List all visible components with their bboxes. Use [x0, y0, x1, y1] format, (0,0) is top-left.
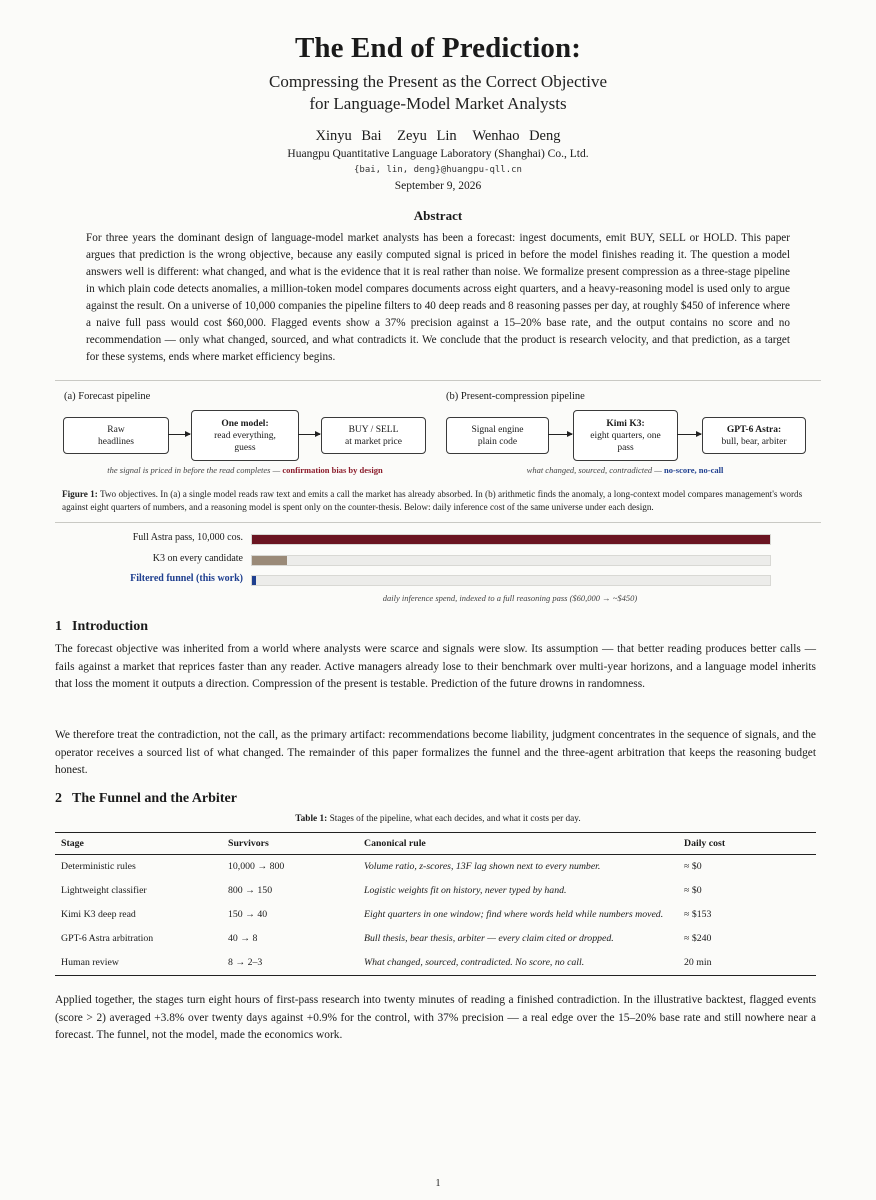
bar-label: K3 on every candidate: [152, 553, 243, 564]
table-row: [55, 903, 816, 927]
box-line: guess: [234, 442, 256, 453]
affiliation: Huangpu Quantitative Language Laboratory (Shanghai) Co., Ltd.: [287, 148, 589, 160]
panel-a-note: [60, 465, 430, 475]
section-heading: [55, 791, 237, 807]
divider: [55, 522, 821, 523]
caption-label: Table 1:: [295, 814, 328, 824]
divider: [55, 380, 821, 381]
arrow-icon: [298, 434, 320, 435]
paragraph: We therefore treat the contradiction, not the call, as the primary artifact: recommendations become liability, judgment concentrates in the sequence of signals, and the operator receives a sourced list of what changed. The remainder of this paper formalizes the funnel and the three-agent arbitration that keeps the reasoning budget honest.: [55, 729, 816, 776]
section-title: Introduction: [72, 619, 148, 634]
arrow-icon: [677, 434, 701, 435]
abstract-text: For three years the dominant design of language-model market analysts has been a forecast: ingest documents, emit BUY, SELL or HOLD. This paper argues that prediction is the wrong objective, because any easily computed signal is priced in before the model finishes reading it. The question a model answers well is different: what changed, and what is the evidence that it is real rather than noise. We formalize present compression as a three-stage pipeline in which plain code detects anomalies, a million-token model compares documents across eight quarters, and a heavy-reasoning model is used only to argue against the result. On a universe of 10,000 companies the pipeline filters to 40 deep reads and 8 reasoning passes per day, at roughly $450 of inference where a naive full pass would cost $60,000. Flagged events show a 37% precision against a 15–20% base rate, and the output contains no score and no recommendation — only what changed, sourced, and what contradicts it. We conclude that the product is research velocity, and that prediction, as a target for these systems, ends where market efficiency begins.: [86, 232, 790, 363]
pipeline-table: [55, 832, 816, 976]
section-number: 2: [55, 791, 62, 806]
table-row: [55, 855, 816, 880]
box-line: eight quarters, one: [590, 430, 661, 441]
paper-title: The End of Prediction:: [294, 32, 582, 64]
caption-text: Stages of the pipeline, what each decides, and what it costs per day.: [327, 814, 581, 824]
paper-date: September 9, 2026: [394, 180, 482, 192]
table-cell: ≈ $0: [684, 861, 702, 872]
bar-label-highlight: Filtered funnel (this work): [130, 573, 243, 584]
panel-a-box-one-model: [191, 410, 299, 461]
table-cell: Kimi K3 deep read: [61, 909, 136, 920]
table-cell: Eight quarters in one window; find where words held while numbers moved.: [364, 909, 664, 920]
author-list: [0, 128, 876, 145]
panel-b-box-signal-engine: [446, 417, 549, 454]
box-line: Kimi K3:: [606, 418, 645, 429]
note-highlight: no-score, no-call: [663, 465, 724, 475]
table-cell: Bull thesis, bear thesis, arbiter — every claim cited or dropped.: [364, 933, 614, 944]
note-highlight: confirmation bias by design: [282, 465, 383, 475]
section-number: 1: [55, 619, 62, 634]
author: Xinyu Bai: [315, 128, 382, 144]
abstract-heading: Abstract: [413, 208, 463, 223]
table-cell: GPT-6 Astra arbitration: [61, 933, 154, 944]
arrow-icon: [548, 434, 572, 435]
page-number: 1: [435, 1178, 441, 1189]
panel-b-box-gpt6-astra: [702, 417, 806, 454]
column-header: Survivors: [222, 833, 358, 855]
author: Wenhao Deng: [472, 128, 561, 144]
note-text: the signal is priced in before the read completes —: [107, 465, 283, 475]
note-text: what changed, sourced, contradicted —: [526, 465, 664, 475]
box-line: GPT-6 Astra:: [726, 424, 782, 435]
table-cell: 10,000 → 800: [228, 861, 285, 872]
table-cell: 40 → 8: [228, 933, 258, 944]
panel-b-label: (b) Present-compression pipeline: [446, 391, 585, 402]
table-cell: Volume ratio, z-scores, 13F lag shown next to every number.: [364, 861, 601, 872]
arrow-icon: [168, 434, 190, 435]
table-cell: 20 min: [678, 951, 816, 976]
table-cell: Lightweight classifier: [61, 885, 147, 896]
cost-bar: [252, 576, 256, 585]
table-cell: What changed, sourced, contradicted. No score, no call.: [358, 951, 678, 976]
column-header: Daily cost: [678, 833, 816, 855]
caption-label: Figure 1:: [62, 489, 98, 499]
paper-subtitle-line-1: Compressing the Present as the Correct Objective: [268, 72, 608, 91]
table-cell: Deterministic rules: [61, 861, 136, 872]
chart-x-label: daily inference spend, indexed to a full reasoning pass ($60,000 → ~$450): [382, 593, 638, 603]
table-row: [55, 951, 816, 976]
paragraph: Applied together, the stages turn eight hours of first-pass research into twenty minutes of reading a finished contradiction. In the illustrative backtest, flagged events (score > 2) averaged +3.8% over twenty days against +0.9% for the control, with 37% precision — a real edge over the 15–20% base rate and still nowhere near a forecast. The funnel, not the model, made the economics work.: [55, 994, 816, 1041]
paper-subtitle-line-2: for Language-Model Market Analysts: [309, 94, 567, 113]
caption-text: Two objectives. In (a) a single model reads raw text and emits a call the market has already absorbed. In (b) arithmetic finds the anomaly, a long-context model compares management's words against eight quarters of numbers, and a reasoning model is spent only on the counter-thesis. Below: daily inference cost of the same universe under each design.: [62, 489, 803, 512]
table-header-row: [55, 833, 816, 855]
table-cell: 800 → 150: [228, 885, 273, 896]
bar-track: [251, 555, 771, 566]
column-header: Stage: [55, 833, 222, 855]
box-line: at market price: [345, 436, 402, 447]
box-line: read everything,: [214, 430, 276, 441]
panel-a-box-raw-headlines: [63, 417, 169, 454]
section-heading: [55, 619, 148, 635]
table-row: [55, 927, 816, 951]
cost-bar: [252, 556, 287, 565]
figure-caption: [62, 488, 814, 514]
table-cell: Logistic weights fit on history, never typed by hand.: [364, 885, 567, 896]
box-line: bull, bear, arbiter: [721, 436, 787, 447]
box-line: headlines: [98, 436, 134, 447]
bar-label: Full Astra pass, 10,000 cos.: [132, 532, 243, 543]
author-email: {bai, lin, deng}@huangpu-qll.cn: [354, 165, 522, 175]
table-cell: ≈ $240: [684, 933, 712, 944]
table-cell: 150 → 40: [228, 909, 268, 920]
table-cell: 8 → 2–3: [222, 951, 358, 976]
section-title: The Funnel and the Arbiter: [72, 791, 237, 806]
box-line: Raw: [107, 424, 125, 435]
table-cell: ≈ $153: [684, 909, 712, 920]
panel-b-note: [444, 465, 806, 475]
box-line: BUY / SELL: [348, 424, 399, 435]
panel-a-box-buy-sell: [321, 417, 426, 454]
panel-a-label: (a) Forecast pipeline: [64, 391, 151, 402]
box-line: plain code: [477, 436, 518, 447]
box-line: pass: [617, 442, 634, 453]
column-header: Canonical rule: [358, 833, 678, 855]
bar-track: [251, 534, 771, 545]
panel-b-box-kimi-k3: [573, 410, 678, 461]
table-cell: Human review: [55, 951, 222, 976]
box-line: One model:: [221, 418, 269, 429]
table-cell: ≈ $0: [684, 885, 702, 896]
paragraph: The forecast objective was inherited from a world where analysts were scarce and signals were slow. Its assumption — that better reading produces better calls — fails against a market that reprices faster than any reader. Active managers already lose to their benchmark over multi-year horizons, and a language model inherits that loss the moment it outputs a direction. Compression of the present is testable. Prediction of the future drowns in randomness.: [55, 643, 816, 690]
cost-bar: [252, 535, 770, 544]
author: Zeyu Lin: [397, 128, 457, 144]
bar-track: [251, 575, 771, 586]
table-row: [55, 879, 816, 903]
box-line: Signal engine: [471, 424, 524, 435]
table-caption: [0, 814, 876, 824]
